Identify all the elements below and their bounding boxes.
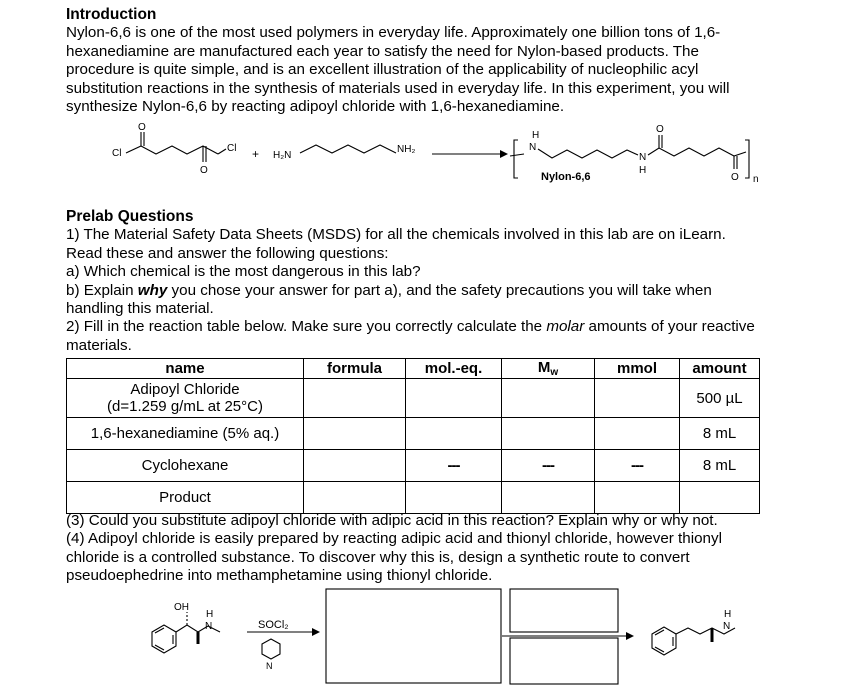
table-row <box>67 379 760 418</box>
cell-mw: --- <box>502 450 595 482</box>
question-line: (3) Could you substitute adipoyl chloride with adipic acid in this reaction? Explain why or why not. <box>66 512 718 529</box>
hydrogen-label: H <box>206 609 214 620</box>
hydrogen-label: H <box>639 165 647 176</box>
intro-line: hexanediamine are manufactured each year to satisfy the need for Nylon-based products. The <box>66 42 699 60</box>
table-row <box>67 418 760 450</box>
cell-mmol[interactable] <box>595 418 680 450</box>
cell-amount: 8 mL <box>680 418 760 450</box>
table-row <box>67 450 760 482</box>
q2-suffix: amounts of your reactive <box>584 318 755 336</box>
methamphetamine-synthesis-scheme <box>0 588 844 689</box>
prelab-q1a-line: a) Which chemical is the most dangerous in this lab? <box>66 263 421 281</box>
nitrogen-label: N <box>639 152 647 163</box>
header-mmol: mmol <box>595 359 680 379</box>
introduction-heading: Introduction <box>66 6 157 23</box>
prelab-q2-line2: materials. <box>66 336 132 354</box>
plus-sign: + <box>252 147 260 161</box>
nylon-6-6-structure <box>510 124 759 185</box>
question-line: (4) Adipoyl chloride is easily prepared by reacting adipic acid and thionyl chloride, however thionyl <box>66 530 722 548</box>
prelab-section <box>66 208 786 355</box>
table-row <box>67 482 760 514</box>
prelab-q1-line: Read these and answer the following questions: <box>66 244 389 262</box>
mw-sub: w <box>550 367 559 378</box>
header-moleq: mol.-eq. <box>406 359 502 379</box>
prelab-q1b-line <box>66 282 786 300</box>
reagent-name: Adipoyl Chloride <box>130 381 240 398</box>
chlorine-label: Cl <box>227 143 237 154</box>
questions-section <box>66 512 786 586</box>
nitrogen-label: N <box>266 661 273 671</box>
header-amount: amount <box>680 359 760 379</box>
thionyl-chloride-label: SOCl₂ <box>258 619 289 631</box>
introduction-section <box>66 6 786 116</box>
oxygen-label: O <box>138 122 146 133</box>
oxygen-label: O <box>656 124 664 135</box>
cell-formula[interactable] <box>304 379 406 418</box>
hydroxyl-label: OH <box>174 602 189 613</box>
q1b-prefix: b) Explain <box>66 281 138 299</box>
table-header-row <box>67 359 760 379</box>
nylon-reaction-scheme <box>0 118 844 198</box>
cell-mw[interactable] <box>502 418 595 450</box>
cell-formula[interactable] <box>304 482 406 514</box>
cell-name: Product <box>67 482 304 514</box>
prelab-q1b-line2: handling this material. <box>66 300 214 318</box>
cell-amount: 500 µL <box>680 379 760 418</box>
q2-prefix: 2) Fill in the reaction table below. Make sure you correctly calculate the <box>66 318 547 336</box>
cell-mw[interactable] <box>502 379 595 418</box>
nylon-label: Nylon-6,6 <box>541 171 591 183</box>
cell-mmol[interactable] <box>595 379 680 418</box>
chlorine-label: Cl <box>112 148 122 159</box>
header-mw <box>502 359 595 379</box>
cell-mmol: --- <box>595 450 680 482</box>
cell-amount[interactable] <box>680 482 760 514</box>
prelab-q1-line: 1) The Material Safety Data Sheets (MSDS) for all the chemicals involved in this lab are on iLearn. <box>66 226 726 244</box>
q1b-emphasis: why <box>137 281 168 299</box>
cell-mmol[interactable] <box>595 482 680 514</box>
answer-box-reagent-top[interactable] <box>510 589 618 632</box>
cell-moleq[interactable] <box>406 482 502 514</box>
answer-box-intermediate[interactable] <box>326 589 501 683</box>
hydrogen-label: H <box>724 609 732 620</box>
cell-amount: 8 mL <box>680 450 760 482</box>
nitrogen-label: N <box>529 142 537 153</box>
cell-formula[interactable] <box>304 450 406 482</box>
cell-name <box>67 379 304 418</box>
cell-formula[interactable] <box>304 418 406 450</box>
hydrogen-label: H <box>532 130 540 141</box>
cell-name: 1,6-hexanediamine (5% aq.) <box>67 418 304 450</box>
header-formula: formula <box>304 359 406 379</box>
cell-mw[interactable] <box>502 482 595 514</box>
amine-label: NH₂ <box>397 144 416 155</box>
header-name: name <box>67 359 304 379</box>
q2-emphasis: molar <box>546 318 585 336</box>
repeat-subscript: n <box>753 174 759 185</box>
hexanediamine-structure <box>273 144 415 161</box>
intro-line: synthesize Nylon-6,6 by reacting adipoyl chloride with 1,6-hexanediamine. <box>66 98 565 116</box>
pyridine-structure <box>262 639 280 671</box>
cell-moleq[interactable] <box>406 379 502 418</box>
oxygen-label: O <box>200 165 208 176</box>
intro-line: substitution reactions in the synthesis of materials used in everyday life. In this experiment, you will <box>66 79 730 97</box>
answer-box-reagent-bottom[interactable] <box>510 638 618 684</box>
prelab-heading: Prelab Questions <box>66 208 194 225</box>
cell-name: Cyclohexane <box>67 450 304 482</box>
intro-line: procedure is quite simple, and is an excellent illustration of the applicability of nucleophilic acyl <box>66 61 699 79</box>
mw-main: M <box>537 359 551 376</box>
cell-moleq: --- <box>406 450 502 482</box>
question-line: chloride is a controlled substance. To discover why this is, design a synthetic route to convert <box>66 548 690 566</box>
pseudoephedrine-structure <box>152 602 220 653</box>
reaction-table <box>66 358 760 514</box>
q1b-suffix: you chose your answer for part a), and the safety precautions you will take when <box>167 281 712 299</box>
prelab-q2-line <box>66 318 786 336</box>
intro-line: Nylon-6,6 is one of the most used polymers in everyday life. Approximately one billion tons of 1,6- <box>66 24 721 42</box>
cell-moleq[interactable] <box>406 418 502 450</box>
reagent-density: (d=1.259 g/mL at 25°C) <box>107 398 263 415</box>
methamphetamine-structure <box>652 609 735 655</box>
question-line: pseudoephedrine into methamphetamine using thionyl chloride. <box>66 567 493 585</box>
oxygen-label: O <box>731 172 739 183</box>
adipoyl-chloride-structure <box>112 122 236 176</box>
nitrogen-label: N <box>723 621 731 632</box>
nitrogen-label: N <box>205 621 213 632</box>
amine-label: H₂N <box>273 150 292 161</box>
